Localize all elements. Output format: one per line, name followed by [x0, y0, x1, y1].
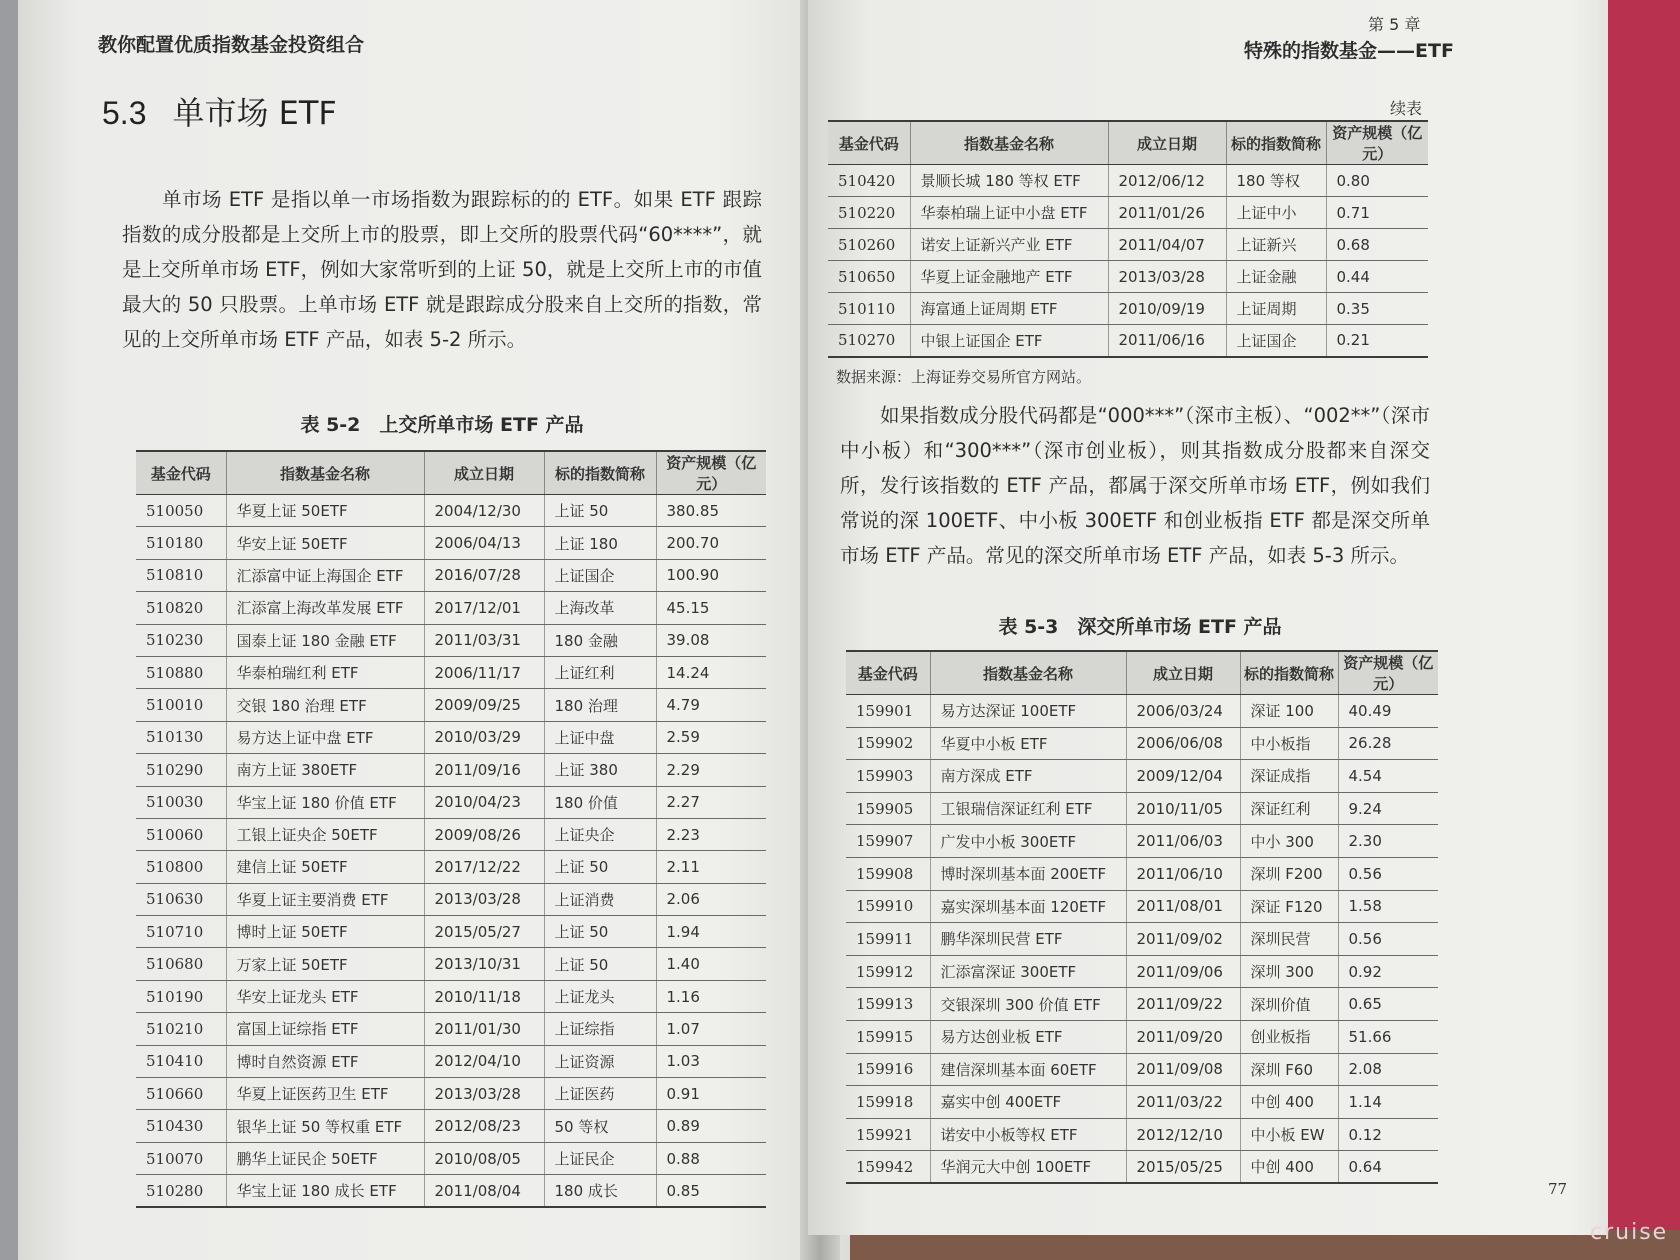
table-row [136, 624, 766, 656]
table-row [136, 559, 766, 591]
cell-fund-name: 华宝上证 180 成长 ETF [226, 1175, 424, 1207]
table-row [136, 1142, 766, 1174]
cell-index-short-name: 深证成指 [1240, 760, 1338, 793]
cell-inception-date: 2013/10/31 [424, 948, 544, 980]
table-row [846, 792, 1438, 825]
cell-fund-name: 华夏上证医药卫生 ETF [226, 1078, 424, 1110]
cell-index-short-name: 中创 400 [1240, 1151, 1338, 1184]
table-row [828, 197, 1428, 229]
left-running-head: 教你配置优质指数基金投资组合 [98, 34, 365, 56]
cell-inception-date: 2011/06/03 [1126, 825, 1240, 858]
header-index-short-name: 标的指数简称 [1226, 121, 1326, 165]
table-row [828, 293, 1428, 325]
cell-index-short-name: 上证龙头 [544, 980, 656, 1012]
table-row [846, 890, 1438, 923]
page-number: 77 [1548, 1180, 1568, 1198]
table-5-2-caption: 表 5-2 上交所单市场 ETF 产品 [300, 414, 584, 436]
cell-asset-size: 1.58 [1338, 890, 1438, 923]
cell-fund-name: 华夏上证 50ETF [226, 495, 424, 527]
cell-fund-name: 诺安中小板等权 ETF [930, 1118, 1126, 1151]
cell-inception-date: 2010/08/05 [424, 1142, 544, 1174]
cell-fund-name: 海富通上证周期 ETF [910, 293, 1108, 325]
cell-inception-date: 2004/12/30 [424, 495, 544, 527]
cell-asset-size: 2.30 [1338, 825, 1438, 858]
cell-inception-date: 2011/09/06 [1126, 955, 1240, 988]
cell-asset-size: 2.27 [656, 786, 766, 818]
cell-fund-name: 建信上证 50ETF [226, 851, 424, 883]
cell-fund-code: 510280 [136, 1175, 226, 1207]
cell-asset-size: 51.66 [1338, 1020, 1438, 1053]
cell-fund-name: 嘉实中创 400ETF [930, 1086, 1126, 1119]
table-row [136, 689, 766, 721]
table-row [136, 1110, 766, 1142]
table-row [136, 883, 766, 915]
cell-fund-code: 159903 [846, 760, 930, 793]
table-row [136, 818, 766, 850]
cell-inception-date: 2016/07/28 [424, 559, 544, 591]
cell-fund-code: 159908 [846, 857, 930, 890]
cell-index-short-name: 上证 380 [544, 754, 656, 786]
cell-fund-code: 159912 [846, 955, 930, 988]
table-row [136, 1013, 766, 1045]
cell-inception-date: 2013/03/28 [424, 883, 544, 915]
cell-fund-code: 159918 [846, 1086, 930, 1119]
cell-inception-date: 2010/04/23 [424, 786, 544, 818]
cell-fund-name: 华润元大中创 100ETF [930, 1151, 1126, 1184]
cell-fund-code: 510680 [136, 948, 226, 980]
table-row [828, 325, 1428, 357]
cell-inception-date: 2011/09/22 [1126, 988, 1240, 1021]
chapter-number: 第 5 章 [1368, 15, 1421, 34]
table-row [136, 495, 766, 527]
cell-fund-code: 510210 [136, 1013, 226, 1045]
cell-fund-name: 华安上证 50ETF [226, 527, 424, 559]
table-row [136, 656, 766, 688]
cell-asset-size: 0.68 [1326, 229, 1428, 261]
cell-fund-code: 510290 [136, 754, 226, 786]
cell-fund-code: 159905 [846, 792, 930, 825]
header-asset-size: 资产规模（亿元） [1338, 651, 1438, 695]
cell-fund-code: 510060 [136, 818, 226, 850]
cell-index-short-name: 上证周期 [1226, 293, 1326, 325]
cell-fund-name: 华夏上证主要消费 ETF [226, 883, 424, 915]
cell-asset-size: 1.40 [656, 948, 766, 980]
cell-fund-code: 159921 [846, 1118, 930, 1151]
cell-index-short-name: 上证国企 [1226, 325, 1326, 357]
cell-index-short-name: 上证资源 [544, 1045, 656, 1077]
cell-asset-size: 2.11 [656, 851, 766, 883]
table-row [846, 727, 1438, 760]
cell-index-short-name: 深证 100 [1240, 695, 1338, 728]
cell-fund-name: 富国上证综指 ETF [226, 1013, 424, 1045]
cell-asset-size: 45.15 [656, 592, 766, 624]
cell-index-short-name: 深证红利 [1240, 792, 1338, 825]
cell-inception-date: 2011/04/07 [1108, 229, 1226, 261]
cell-index-short-name: 上证医药 [544, 1078, 656, 1110]
cell-fund-code: 510230 [136, 624, 226, 656]
cell-asset-size: 0.71 [1326, 197, 1428, 229]
table-row [136, 754, 766, 786]
table-row [846, 857, 1438, 890]
cell-fund-name: 南方深成 ETF [930, 760, 1126, 793]
cell-fund-code: 159907 [846, 825, 930, 858]
cell-fund-code: 159942 [846, 1151, 930, 1184]
cell-asset-size: 0.92 [1338, 955, 1438, 988]
cell-fund-name: 银华上证 50 等权重 ETF [226, 1110, 424, 1142]
cell-inception-date: 2012/04/10 [424, 1045, 544, 1077]
cell-index-short-name: 上证国企 [544, 559, 656, 591]
cell-inception-date: 2017/12/22 [424, 851, 544, 883]
cell-asset-size: 0.80 [1326, 165, 1428, 197]
table-row [846, 1086, 1438, 1119]
cell-asset-size: 100.90 [656, 559, 766, 591]
header-inception-date: 成立日期 [424, 451, 544, 495]
watermark: cruise [1590, 1220, 1669, 1245]
cell-asset-size: 0.64 [1338, 1151, 1438, 1184]
cell-fund-code: 159915 [846, 1020, 930, 1053]
table-row [846, 695, 1438, 728]
cell-fund-name: 交银 180 治理 ETF [226, 689, 424, 721]
cell-fund-code: 510660 [136, 1078, 226, 1110]
cell-fund-code: 510420 [828, 165, 910, 197]
cell-asset-size: 40.49 [1338, 695, 1438, 728]
cell-fund-name: 博时自然资源 ETF [226, 1045, 424, 1077]
cell-fund-code: 510220 [828, 197, 910, 229]
cell-fund-code: 510050 [136, 495, 226, 527]
cell-index-short-name: 上证 50 [544, 495, 656, 527]
header-inception-date: 成立日期 [1108, 121, 1226, 165]
cell-fund-name: 广发中小板 300ETF [930, 825, 1126, 858]
cell-fund-name: 华夏中小板 ETF [930, 727, 1126, 760]
header-fund-name: 指数基金名称 [930, 651, 1126, 695]
table-row [136, 1045, 766, 1077]
cell-inception-date: 2012/08/23 [424, 1110, 544, 1142]
cell-inception-date: 2011/09/20 [1126, 1020, 1240, 1053]
cell-index-short-name: 上证金融 [1226, 261, 1326, 293]
cell-fund-name: 景顺长城 180 等权 ETF [910, 165, 1108, 197]
table-header-row [136, 451, 766, 495]
cell-inception-date: 2017/12/01 [424, 592, 544, 624]
cell-inception-date: 2010/09/19 [1108, 293, 1226, 325]
table-header-row [846, 651, 1438, 695]
cell-index-short-name: 深圳 F60 [1240, 1053, 1338, 1086]
section-title-text: 单市场 ETF [172, 94, 337, 132]
cell-fund-name: 博时深圳基本面 200ETF [930, 857, 1126, 890]
continued-label: 续表 [1390, 99, 1423, 118]
right-paragraph: 如果指数成分股代码都是“000***”（深市主板）、“002**”（深市中小板）和“300***”（深市创业板），则其指数成分股都来自深交所，发行该指数的 ETF 产品，都属于深交所单市场 ETF，例如我们常说的深 100ETF、中小板 300ETF 和创业板指 ETF 都是深交所单市场 ETF 产品。常见的深交所单市场 ETF 产品，如表 5-3 所示。 [840, 404, 1430, 567]
cell-fund-name: 易方达创业板 ETF [930, 1020, 1126, 1053]
cell-fund-code: 510190 [136, 980, 226, 1012]
cell-inception-date: 2012/06/12 [1108, 165, 1226, 197]
cell-asset-size: 4.54 [1338, 760, 1438, 793]
cell-fund-name: 鹏华上证民企 50ETF [226, 1142, 424, 1174]
cell-fund-code: 510030 [136, 786, 226, 818]
cell-index-short-name: 中小 300 [1240, 825, 1338, 858]
cell-inception-date: 2011/06/16 [1108, 325, 1226, 357]
cell-asset-size: 39.08 [656, 624, 766, 656]
cell-inception-date: 2010/11/18 [424, 980, 544, 1012]
cell-inception-date: 2011/09/16 [424, 754, 544, 786]
cell-fund-name: 博时上证 50ETF [226, 916, 424, 948]
cell-inception-date: 2011/09/02 [1126, 923, 1240, 956]
right-page [808, 0, 1608, 1235]
cell-fund-name: 华夏上证金融地产 ETF [910, 261, 1108, 293]
cell-inception-date: 2006/06/08 [1126, 727, 1240, 760]
cell-index-short-name: 上证中盘 [544, 721, 656, 753]
cell-fund-code: 510010 [136, 689, 226, 721]
table-row [846, 760, 1438, 793]
cell-index-short-name: 上证消费 [544, 883, 656, 915]
cell-fund-name: 易方达深证 100ETF [930, 695, 1126, 728]
cell-fund-code: 510800 [136, 851, 226, 883]
cell-fund-code: 510820 [136, 592, 226, 624]
cell-fund-code: 510110 [828, 293, 910, 325]
table-row [846, 923, 1438, 956]
cell-fund-name: 汇添富中证上海国企 ETF [226, 559, 424, 591]
cell-index-short-name: 180 价值 [544, 786, 656, 818]
cell-index-short-name: 上证红利 [544, 656, 656, 688]
table-row [828, 165, 1428, 197]
cell-asset-size: 1.14 [1338, 1086, 1438, 1119]
cell-inception-date: 2011/01/26 [1108, 197, 1226, 229]
table-row [828, 261, 1428, 293]
cell-asset-size: 2.23 [656, 818, 766, 850]
cell-asset-size: 2.29 [656, 754, 766, 786]
cell-fund-name: 建信深圳基本面 60ETF [930, 1053, 1126, 1086]
cell-inception-date: 2009/08/26 [424, 818, 544, 850]
table-row [136, 980, 766, 1012]
cell-fund-code: 510650 [828, 261, 910, 293]
cell-asset-size: 9.24 [1338, 792, 1438, 825]
cell-asset-size: 14.24 [656, 656, 766, 688]
cell-asset-size: 1.03 [656, 1045, 766, 1077]
cell-fund-name: 华泰柏瑞上证中小盘 ETF [910, 197, 1108, 229]
cell-fund-code: 510270 [828, 325, 910, 357]
cell-fund-name: 国泰上证 180 金融 ETF [226, 624, 424, 656]
cell-index-short-name: 上证 50 [544, 948, 656, 980]
left-paragraph: 单市场 ETF 是指以单一市场指数为跟踪标的的 ETF。如果 ETF 跟踪指数的成分股都是上交所上市的股票，即上交所的股票代码“60****”，就是上交所单市场 ETF，例如大家常听到的上证 50，就是上交所上市的市值最大的 50 只股票。上单市场 ETF 就是跟踪成分股来自上交所的指数，常见的上交所单市场 ETF 产品，如表 5-2 所示。 [122, 188, 762, 351]
cell-fund-name: 工银上证央企 50ETF [226, 818, 424, 850]
cell-fund-name: 交银深圳 300 价值 ETF [930, 988, 1126, 1021]
cell-fund-code: 510810 [136, 559, 226, 591]
cell-index-short-name: 中小板指 [1240, 727, 1338, 760]
cell-fund-code: 159902 [846, 727, 930, 760]
cell-index-short-name: 中创 400 [1240, 1086, 1338, 1119]
cell-asset-size: 0.21 [1326, 325, 1428, 357]
table-row [828, 229, 1428, 261]
table-row [846, 1020, 1438, 1053]
cell-asset-size: 0.85 [656, 1175, 766, 1207]
source-note: 数据来源：上海证券交易所官方网站。 [836, 368, 1092, 386]
cell-asset-size: 0.35 [1326, 293, 1428, 325]
cell-asset-size: 0.65 [1338, 988, 1438, 1021]
cell-asset-size: 200.70 [656, 527, 766, 559]
cell-inception-date: 2011/03/31 [424, 624, 544, 656]
cell-index-short-name: 深圳价值 [1240, 988, 1338, 1021]
cell-inception-date: 2009/12/04 [1126, 760, 1240, 793]
cell-inception-date: 2010/11/05 [1126, 792, 1240, 825]
header-inception-date: 成立日期 [1126, 651, 1240, 695]
cell-asset-size: 0.89 [656, 1110, 766, 1142]
cell-inception-date: 2015/05/27 [424, 916, 544, 948]
cell-fund-code: 159916 [846, 1053, 930, 1086]
cell-inception-date: 2011/03/22 [1126, 1086, 1240, 1119]
cell-inception-date: 2009/09/25 [424, 689, 544, 721]
cell-index-short-name: 深证 F120 [1240, 890, 1338, 923]
header-fund-code: 基金代码 [846, 651, 930, 695]
table-row [136, 916, 766, 948]
table-row [846, 1118, 1438, 1151]
cell-fund-name: 工银瑞信深证红利 ETF [930, 792, 1126, 825]
cell-fund-name: 万家上证 50ETF [226, 948, 424, 980]
cell-fund-name: 易方达上证中盘 ETF [226, 721, 424, 753]
cell-fund-code: 510180 [136, 527, 226, 559]
cell-inception-date: 2011/08/04 [424, 1175, 544, 1207]
cell-index-short-name: 上证 50 [544, 916, 656, 948]
table-row [136, 786, 766, 818]
table-5-3 [846, 650, 1438, 1184]
cell-index-short-name: 180 金融 [544, 624, 656, 656]
cell-index-short-name: 上证央企 [544, 818, 656, 850]
cell-fund-code: 159913 [846, 988, 930, 1021]
cell-inception-date: 2006/11/17 [424, 656, 544, 688]
right-running-head: 特殊的指数基金——ETF [1244, 40, 1454, 62]
table-row [136, 592, 766, 624]
section-title [102, 88, 337, 134]
cell-inception-date: 2010/03/29 [424, 721, 544, 753]
cell-asset-size: 0.44 [1326, 261, 1428, 293]
cell-fund-code: 510430 [136, 1110, 226, 1142]
cell-inception-date: 2015/05/25 [1126, 1151, 1240, 1184]
cell-inception-date: 2006/03/24 [1126, 695, 1240, 728]
cell-asset-size: 2.59 [656, 721, 766, 753]
cell-asset-size: 0.12 [1338, 1118, 1438, 1151]
cell-asset-size: 2.06 [656, 883, 766, 915]
cell-fund-name: 华宝上证 180 价值 ETF [226, 786, 424, 818]
cell-asset-size: 380.85 [656, 495, 766, 527]
cell-fund-code: 159911 [846, 923, 930, 956]
cell-fund-name: 中银上证国企 ETF [910, 325, 1108, 357]
cell-index-short-name: 深圳民营 [1240, 923, 1338, 956]
table-5-2 [136, 450, 766, 1208]
cell-index-short-name: 上证中小 [1226, 197, 1326, 229]
header-fund-code: 基金代码 [828, 121, 910, 165]
cell-fund-code: 159910 [846, 890, 930, 923]
cell-index-short-name: 50 等权 [544, 1110, 656, 1142]
cell-index-short-name: 中小板 EW [1240, 1118, 1338, 1151]
cell-index-short-name: 上证综指 [544, 1013, 656, 1045]
cell-inception-date: 2011/01/30 [424, 1013, 544, 1045]
cell-inception-date: 2011/09/08 [1126, 1053, 1240, 1086]
header-fund-name: 指数基金名称 [226, 451, 424, 495]
cell-asset-size: 2.08 [1338, 1053, 1438, 1086]
header-asset-size: 资产规模（亿元） [1326, 121, 1428, 165]
cell-index-short-name: 180 治理 [544, 689, 656, 721]
cell-index-short-name: 上证 50 [544, 851, 656, 883]
cell-fund-code: 159901 [846, 695, 930, 728]
cell-fund-code: 510410 [136, 1045, 226, 1077]
table-5-2-continued [828, 120, 1428, 358]
cell-asset-size: 1.07 [656, 1013, 766, 1045]
cell-fund-code: 510630 [136, 883, 226, 915]
table-row [136, 1078, 766, 1110]
cell-fund-code: 510130 [136, 721, 226, 753]
cell-inception-date: 2006/04/13 [424, 527, 544, 559]
header-fund-name: 指数基金名称 [910, 121, 1108, 165]
table-row [846, 1053, 1438, 1086]
table-row [136, 721, 766, 753]
cell-inception-date: 2012/12/10 [1126, 1118, 1240, 1151]
table-header-row [828, 121, 1428, 165]
cell-index-short-name: 上证 180 [544, 527, 656, 559]
left-page [18, 0, 850, 1260]
table-row [846, 1151, 1438, 1184]
table-row [136, 851, 766, 883]
cell-inception-date: 2013/03/28 [1108, 261, 1226, 293]
cell-fund-name: 南方上证 380ETF [226, 754, 424, 786]
header-index-short-name: 标的指数简称 [544, 451, 656, 495]
cell-asset-size: 1.94 [656, 916, 766, 948]
cell-inception-date: 2011/08/01 [1126, 890, 1240, 923]
cell-inception-date: 2013/03/28 [424, 1078, 544, 1110]
cell-fund-code: 510260 [828, 229, 910, 261]
cell-asset-size: 0.88 [656, 1142, 766, 1174]
cell-fund-name: 鹏华深圳民营 ETF [930, 923, 1126, 956]
cell-asset-size: 0.56 [1338, 923, 1438, 956]
cell-fund-name: 诺安上证新兴产业 ETF [910, 229, 1108, 261]
header-fund-code: 基金代码 [136, 451, 226, 495]
cell-index-short-name: 180 成长 [544, 1175, 656, 1207]
header-index-short-name: 标的指数简称 [1240, 651, 1338, 695]
cell-fund-code: 510710 [136, 916, 226, 948]
cell-fund-code: 510070 [136, 1142, 226, 1174]
cell-index-short-name: 创业板指 [1240, 1020, 1338, 1053]
cell-fund-code: 510880 [136, 656, 226, 688]
cell-index-short-name: 深圳 300 [1240, 955, 1338, 988]
cell-fund-name: 嘉实深圳基本面 120ETF [930, 890, 1126, 923]
cell-index-short-name: 深圳 F200 [1240, 857, 1338, 890]
header-asset-size: 资产规模（亿元） [656, 451, 766, 495]
cell-fund-name: 汇添富深证 300ETF [930, 955, 1126, 988]
cell-asset-size: 0.91 [656, 1078, 766, 1110]
cell-asset-size: 1.16 [656, 980, 766, 1012]
table-row [136, 527, 766, 559]
table-row [846, 825, 1438, 858]
cell-inception-date: 2011/06/10 [1126, 857, 1240, 890]
table-row [846, 955, 1438, 988]
cell-index-short-name: 180 等权 [1226, 165, 1326, 197]
section-number: 5.3 [102, 95, 147, 131]
table-5-3-caption: 表 5-3 深交所单市场 ETF 产品 [998, 616, 1282, 638]
cell-fund-name: 汇添富上海改革发展 ETF [226, 592, 424, 624]
cell-index-short-name: 上证民企 [544, 1142, 656, 1174]
cell-asset-size: 26.28 [1338, 727, 1438, 760]
cell-index-short-name: 上证新兴 [1226, 229, 1326, 261]
cell-asset-size: 0.56 [1338, 857, 1438, 890]
cell-asset-size: 4.79 [656, 689, 766, 721]
cell-index-short-name: 上海改革 [544, 592, 656, 624]
table-row [846, 988, 1438, 1021]
table-row [136, 948, 766, 980]
table-row [136, 1175, 766, 1207]
cell-fund-name: 华安上证龙头 ETF [226, 980, 424, 1012]
cell-fund-name: 华泰柏瑞红利 ETF [226, 656, 424, 688]
